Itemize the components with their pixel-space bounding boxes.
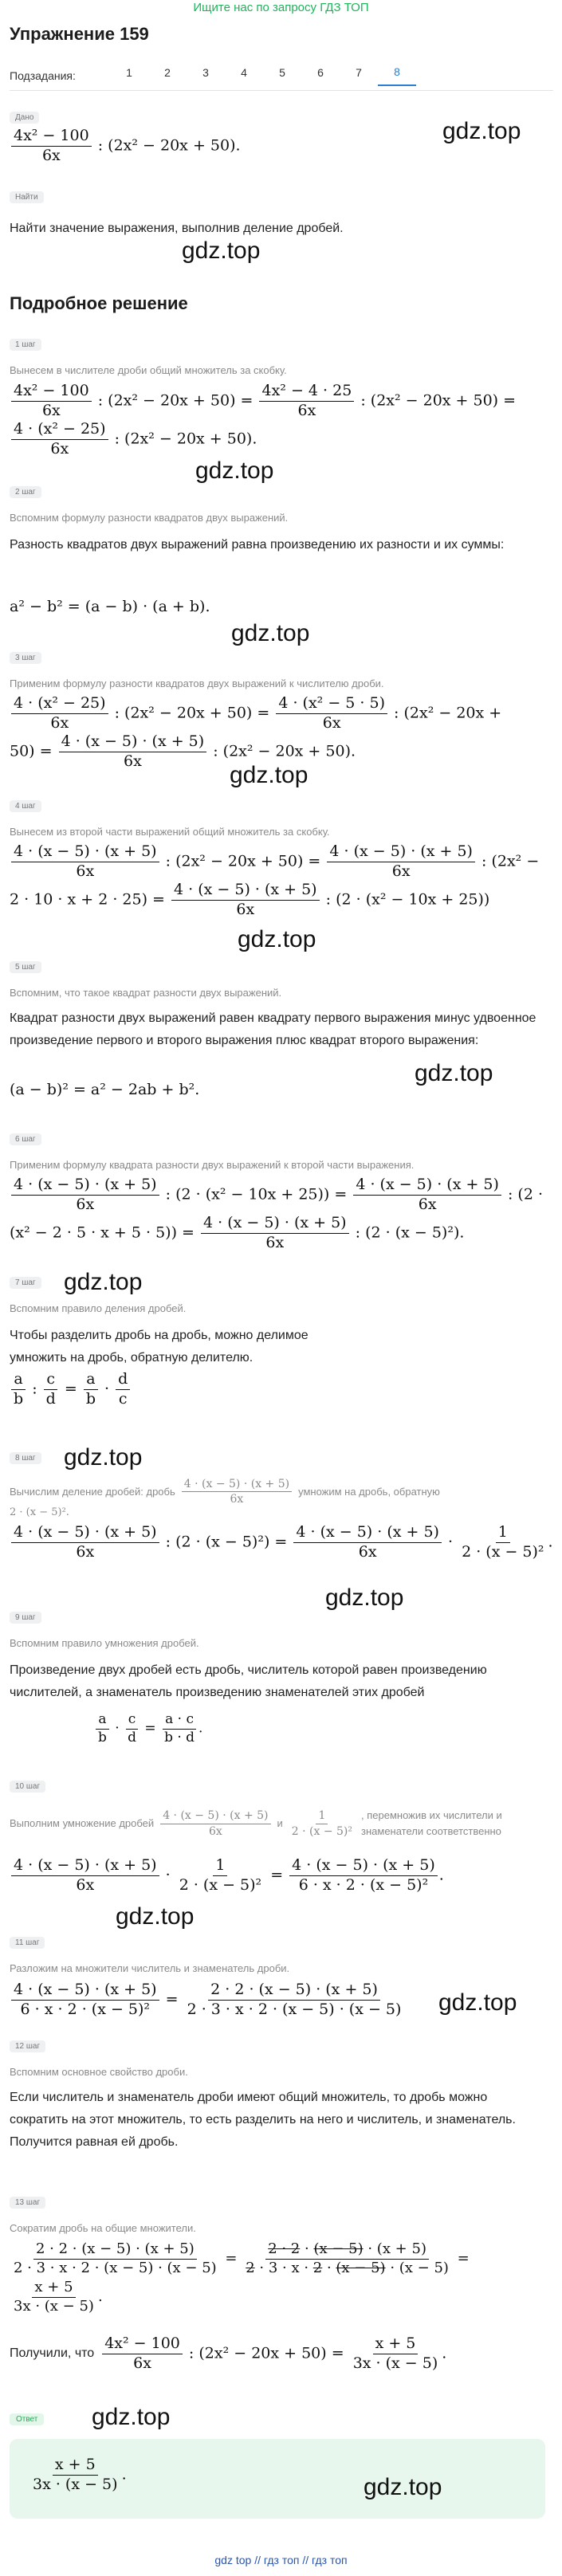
given-denominator: 6x [41,146,61,164]
watermark: gdz.top [231,620,310,646]
step-2-desc: Вспомним формулу разности квадратов двух выражений. [10,512,289,524]
step-6-badge: 6 шаг [10,1133,41,1145]
step-8-desc: Вычислим деление дробей: дробь $\frac{4 \cdot (x - 5) \cdot (x + 5)}{6x}$ умножим на дробь, обратную [10,1478,440,1506]
step-2-formula: a² − b² = (a − b) · (a + b). [10,598,210,615]
watermark: gdz.top [415,1060,493,1086]
tab-2[interactable]: 2 [164,66,171,79]
subtasks-label: Подзадания: [10,69,76,82]
step-10-formula: $\frac{4 \cdot (x - 5) \cdot (x + 5)}{6x}$ · $\frac{1}{\text{2 · (x − 5)²}}$ = $\frac{4 \cdot (x - 5) \cdot (x + 5)}{\text{6 · x · 2 · (x − 5)²}}$ . [10,1857,444,1895]
watermark: gdz.top [195,457,274,484]
watermark: gdz.top [364,2474,442,2500]
watermark: gdz.top [442,118,521,144]
watermark: gdz.top [230,762,309,788]
step-2-badge: 2 шаг [10,486,41,498]
answer-formula: $\frac{x + 5}{3x \cdot (x - 5)}$ . [33,2456,127,2493]
watermark: gdz.top [64,1269,143,1295]
step-5-badge: 5 шаг [10,961,41,973]
step-7-desc: Вспомним правило деления дробей. [10,1302,187,1314]
step-6-formula: $\frac{4 \cdot (x - 5) \cdot (x + 5)}{6x}$ : (2 · (x² − 10x + 25)) = $\frac{4 \cdot (x - 5) \cdot (x + 5)}{6x}$ : (2 · [10,1176,543,1214]
tab-3[interactable]: 3 [202,66,209,79]
tab-5[interactable]: 5 [279,66,285,79]
find-badge: Найти [10,191,44,203]
step-7-text: Чтобы разделить дробь на дробь, можно делимое умножить на дробь, обратную делителю. [10,1329,309,1365]
step-4-formula-cont: 2 · 10 · x + 2 · 25) = $\frac{4 \cdot (x - 5) \cdot (x + 5)}{6x}$ : (2 · (x² − 10x + 25)) [10,881,490,918]
step-4-formula: $\frac{4 \cdot (x - 5) \cdot (x + 5)}{6x}$ : (2x² − 20x + 50) = $\frac{4 \cdot (x - 5) \cdot (x + 5)}{6x}$ : (2x² − [10,843,539,881]
step-1-desc: Вынесем в числителе дроби общий множитель за скобку. [10,364,287,376]
step-3-formula-cont: 50) = $\frac{4 \cdot (x - 5) \cdot (x + 5)}{6x}$ : (2x² − 20x + 50). [10,732,356,770]
watermark: gdz.top [238,926,316,952]
step-3-desc: Применим формулу разности квадратов двух выражений к числителю дроби. [10,677,384,689]
step-7-badge: 7 шаг [10,1277,41,1289]
tab-6[interactable]: 6 [317,66,324,79]
step-13-result: Получили, что $\frac{\text{4x² − 100}}{6x}$ : (2x² − 20x + 50) = $\frac{x + 5}{3x \cdot (x - 5)}$ . [10,2334,447,2372]
watermark: gdz.top [116,1903,195,1930]
answer-badge: Ответ [10,2413,44,2425]
step-1-formula-cont: $\frac{\text{4 · (x² − 25)}}{6x}$ : (2x² − 20x + 50). [10,421,257,458]
divider [10,90,553,91]
step-4-badge: 4 шаг [10,800,41,812]
step-6-formula-cont: (x² − 2 · 5 · x + 5 · 5)) = $\frac{4 \cdot (x - 5) \cdot (x + 5)}{6x}$ : (2 · (x − 5)²). [10,1214,465,1251]
step-8-desc-cont: 2 · (x − 5)². [10,1506,69,1518]
step-2-text: Разность квадратов двух выражений равна произведению их разности и их суммы: [10,538,505,552]
tab-1[interactable]: 1 [126,66,132,79]
tab-7[interactable]: 7 [356,66,362,79]
find-text: Найти значение выражения, выполнив деление дробей. [10,222,344,235]
solution-title: Подробное решение [10,293,188,313]
given-expression [10,128,241,165]
step-9-badge: 9 шаг [10,1612,41,1624]
step-13-formula: $\frac{2 \cdot 2 \cdot (x - 5) \cdot (x + 5)}{2 \cdot 3 \cdot x \cdot 2 \cdot (x - 5) \cdot (x - 5)}$ = $\frac{2 \cdot 2 \cdot (x - 5) \cdot (x + 5)}{2 \cdot 3 \cdot x \cdot 2 \cdot (x - 5) \cdot (x - 5)}$ = [14,2240,470,2276]
step-5-desc: Вспомним, что такое квадрат разности двух выражений. [10,987,282,999]
watermark: gdz.top [182,238,261,264]
watermark: gdz.top [438,1989,517,2016]
step-13-desc: Сократим дробь на общие множители. [10,2222,196,2234]
step-12-text: Если числитель и знаменатель дроби имеют общий множитель, то дробь можно сократить на этот множитель, то есть разделить на него и числитель, и знаменатель. Получится равная ей дробь. [10,2091,516,2149]
answer-box [10,2439,545,2519]
step-10-badge: 10 шаг [10,1781,45,1793]
footer-links[interactable]: gdz top // гдз топ // гдз топ [214,2554,348,2566]
given-badge: Дано [10,112,39,124]
step-5-formula: (a − b)² = a² − 2ab + b². [10,1081,200,1098]
step-7-formula: $\frac{a}{b}$ : $\frac{c}{d}$ = $\frac{a}{b}$ · $\frac{d}{c}$ [10,1371,132,1408]
step-12-desc: Вспомним основное свойство дроби. [10,2066,188,2078]
step-9-text: Произведение двух дробей есть дробь, числитель которой равен произведению числителей, а знаменатель произведению знаменателей этих дробей [10,1663,487,1699]
step-8-formula: $\frac{4 \cdot (x - 5) \cdot (x + 5)}{6x}$ : (2 · (x − 5)²) = $\frac{4 \cdot (x - 5) \cdot (x + 5)}{6x}$ · $\frac{1}{\text{2 · (x − 5)²}}$ . [10,1524,553,1561]
step-5-text: Квадрат разности двух выражений равен квадрату первого выражения минус удвоенное произведение первого и второго выражения плюс квадрат второго выражения: [10,1011,536,1047]
given-numerator: 4x² − 100 [11,128,92,147]
watermark: gdz.top [325,1584,404,1611]
tab-8[interactable]: 8 [378,65,416,86]
step-10-desc: Выполним умножение дробей $\frac{4 \cdot (x - 5) \cdot (x + 5)}{6x}$ и $\frac{1}{\text{2 · (x − 5)²}}$ , перемножив их числители и знаменатели соответственно [10,1809,502,1838]
step-3-badge: 3 шаг [10,652,41,664]
step-11-desc: Разложим на множители числитель и знаменатель дроби. [10,1962,290,1974]
given-rest: : (2x² − 20x + 50). [97,136,241,155]
step-6-desc: Применим формулу квадрата разности двух выражений к второй части выражения. [10,1159,415,1171]
step-11-badge: 11 шаг [10,1937,45,1949]
step-3-formula: $\frac{\text{4 · (x² − 25)}}{6x}$ : (2x² − 20x + 50) = $\frac{\text{4 · (x² − 5 · 5)}}{6x}$ : (2x² − 20x + [10,695,501,732]
step-1-badge: 1 шаг [10,339,41,351]
subtasks-nav [10,65,416,86]
step-9-desc: Вспомним правило умножения дробей. [10,1637,199,1649]
watermark: gdz.top [64,1444,143,1471]
step-12-badge: 12 шаг [10,2040,45,2052]
step-9-formula: $\frac{a}{b}$ · $\frac{c}{d}$ = $\frac{a \cdot c}{b \cdot d}$ . [94,1712,202,1745]
page-title: Упражнение 159 [10,24,149,44]
step-13-formula-cont: $\frac{x + 5}{3x \cdot (x - 5)}$ . [14,2279,103,2315]
tab-4[interactable]: 4 [241,66,247,79]
step-4-desc: Вынесем из второй части выражений общий множитель за скобку. [10,826,330,838]
watermark: gdz.top [92,2404,171,2430]
top-search-link[interactable]: Ищите нас по запросу ГДЗ ТОП [193,1,369,14]
step-13-badge: 13 шаг [10,2197,45,2209]
step-11-formula: $\frac{4 \cdot (x - 5) \cdot (x + 5)}{\text{6 · x · 2 · (x − 5)²}}$ = $\frac{2 \cdot 2 \cdot (x - 5) \cdot (x + 5)}{2 \cdot 3 \cdot x \cdot 2 \cdot (x - 5) \cdot (x - 5)}$ [10,1981,405,2019]
step-8-badge: 8 шаг [10,1452,41,1464]
step-1-formula: $\frac{\text{4x² − 100}}{6x}$ : (2x² − 20x + 50) = $\frac{\text{4x² − 4 · 25}}{6x}$ : (2x² − 20x + 50) = [10,383,516,420]
